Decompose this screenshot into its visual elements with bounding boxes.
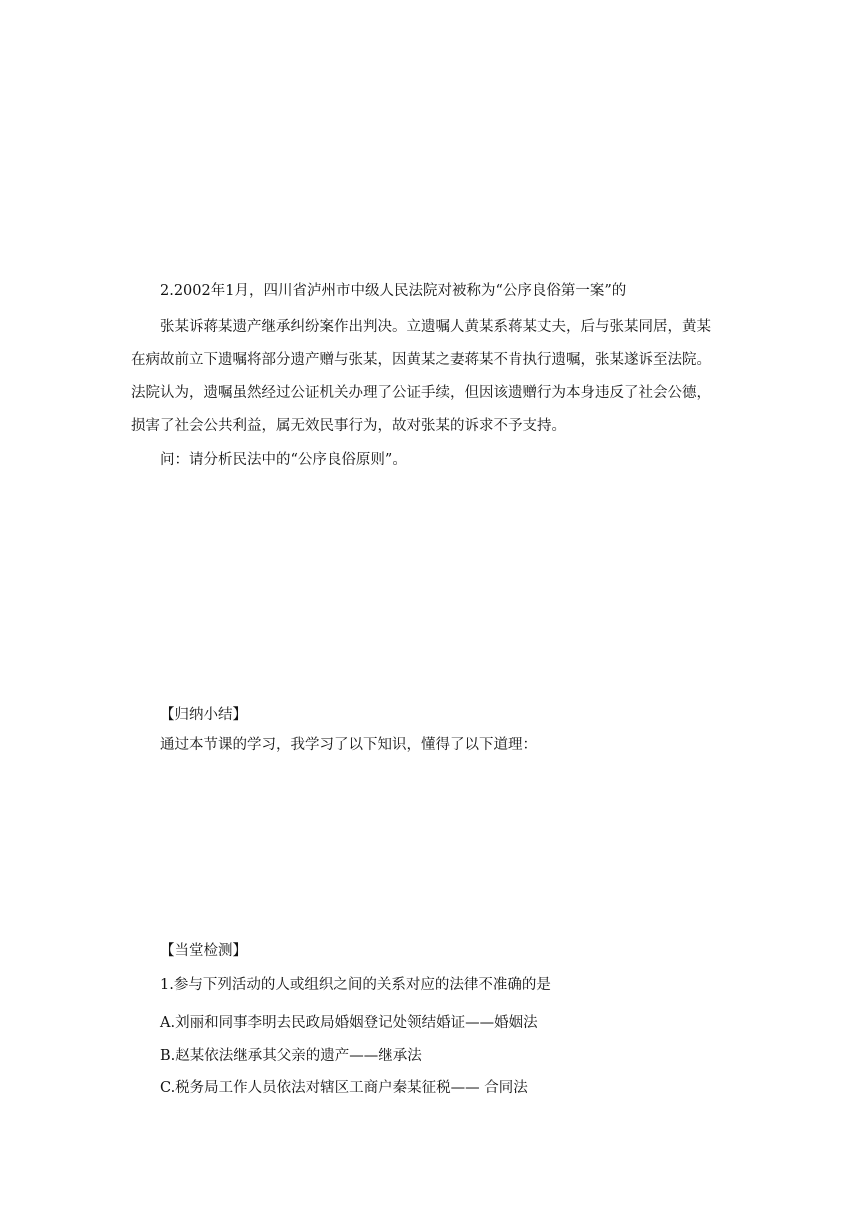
- q2-body-line-1: 张某诉蒋某遗产继承纠纷案作出判决。立遗嘱人黄某系蒋某丈夫，后与张某同居，黄某: [160, 319, 711, 335]
- test-option-b: B.赵某依法继承其父亲的遗产——继承法: [160, 1048, 422, 1064]
- summary-text: 通过本节课的学习，我学习了以下知识，懂得了以下道理：: [160, 737, 537, 753]
- q2-body-line-3: 法院认为，遗嘱虽然经过公证机关办理了公证手续，但因该遗赠行为本身违反了社会公德，: [131, 385, 711, 401]
- q2-body-line-4: 损害了社会公共利益，属无效民事行为，故对张某的诉求不予支持。: [131, 418, 566, 434]
- q2-intro: 2.2002年1月，四川省泸州市中级人民法院对被称为“公序良俗第一案”的: [160, 283, 627, 299]
- q2-body-line-2: 在病故前立下遗嘱将部分遗产赠与张某，因黄某之妻蒋某不肯执行遗嘱，张某遂诉至法院。: [131, 352, 711, 368]
- test-option-c: C.税务局工作人员依法对辖区工商户秦某征税—— 合同法: [160, 1080, 528, 1096]
- test-heading: 【当堂检测】: [160, 943, 247, 959]
- test-option-a: A.刘丽和同事李明去民政局婚姻登记处领结婚证——婚姻法: [160, 1015, 538, 1031]
- summary-heading: 【归纳小结】: [160, 707, 247, 723]
- test-q1-stem: 1.参与下列活动的人或组织之间的关系对应的法律不准确的是: [160, 977, 551, 993]
- q2-question: 问：请分析民法中的“公序良俗原则”。: [160, 452, 407, 468]
